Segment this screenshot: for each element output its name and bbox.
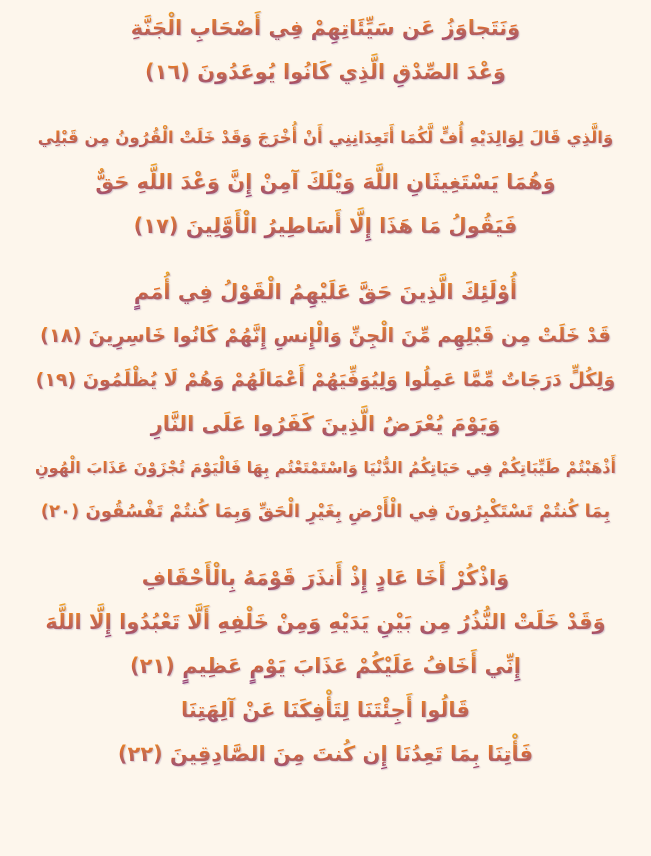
stanza-1 — [34, 6, 617, 94]
verse-line: بِمَا كُنتُمْ تَسْتَكْبِرُونَ فِي الْأَرْضِ بِغَيْرِ الْحَقِّ وَبِمَا كُنتُمْ تَفْسُقُونَ (٢٠) — [34, 490, 617, 534]
verse-line: فَيَقُولُ مَا هَذَا إِلَّا أَسَاطِيرُ الْأَوَّلِينَ (١٧) — [34, 204, 617, 248]
verse-line: قَالُوا أَجِئْتَنَا لِتَأْفِكَنَا عَنْ آلِهَتِنَا — [34, 688, 617, 732]
verse-line: وَهُمَا يَسْتَغِيثَانِ اللَّهَ وَيْلَكَ آمِنْ إِنَّ وَعْدَ اللَّهِ حَقٌّ — [34, 160, 617, 204]
verse-line: إِنِّي أَخَافُ عَلَيْكُمْ عَذَابَ يَوْمٍ عَظِيمٍ (٢١) — [34, 644, 617, 688]
verse-line: قَدْ خَلَتْ مِن قَبْلِهِم مِّنَ الْجِنِّ وَالْإِنسِ إِنَّهُمْ كَانُوا خَاسِرِينَ (١٨) — [34, 314, 617, 358]
stanza-2 — [34, 116, 617, 248]
verse-line: وَاذْكُرْ أَخَا عَادٍ إِذْ أَنذَرَ قَوْمَهُ بِالْأَحْقَافِ — [34, 556, 617, 600]
verse-line: وَعْدَ الصِّدْقِ الَّذِي كَانُوا يُوعَدُونَ (١٦) — [34, 50, 617, 94]
stanza-3 — [34, 270, 617, 534]
verse-line: فَأْتِنَا بِمَا تَعِدُنَا إِن كُنتَ مِنَ الصَّادِقِينَ (٢٢) — [34, 732, 617, 776]
verse-line: وَقَدْ خَلَتْ النُّذُرُ مِن بَيْنِ يَدَيْهِ وَمِنْ خَلْفِهِ أَلَّا تَعْبُدُوا إِلَّا اللَّهَ — [34, 600, 617, 644]
verse-line: أَذْهَبْتُمْ طَيِّبَاتِكُمْ فِي حَيَاتِكُمُ الدُّنْيَا وَاسْتَمْتَعْتُم بِهَا فَالْيَوْمَ تُجْزَوْنَ عَذَابَ الْهُونِ — [34, 446, 617, 490]
stanza-4 — [34, 556, 617, 776]
verse-line: أُوْلَئِكَ الَّذِينَ حَقَّ عَلَيْهِمُ الْقَوْلُ فِي أُمَمٍ — [34, 270, 617, 314]
verse-line: وَلِكُلٍّ دَرَجَاتٌ مِّمَّا عَمِلُوا وَلِيُوَفِّيَهُمْ أَعْمَالَهُمْ وَهُمْ لَا يُظْلَمُونَ (١٩) — [34, 358, 617, 402]
verse-line: وَيَوْمَ يُعْرَضُ الَّذِينَ كَفَرُوا عَلَى النَّارِ — [34, 402, 617, 446]
verse-line: وَالَّذِي قَالَ لِوَالِدَيْهِ أُفٍّ لَّكُمَا أَتَعِدَانِنِي أَنْ أُخْرَجَ وَقَدْ خَلَتْ الْقُرُونُ مِن قَبْلِي — [34, 116, 617, 160]
verse-line: وَنَتَجاوَزُ عَن سَيِّئَاتِهِمْ فِي أَصْحَابِ الْجَنَّةِ — [34, 6, 617, 50]
